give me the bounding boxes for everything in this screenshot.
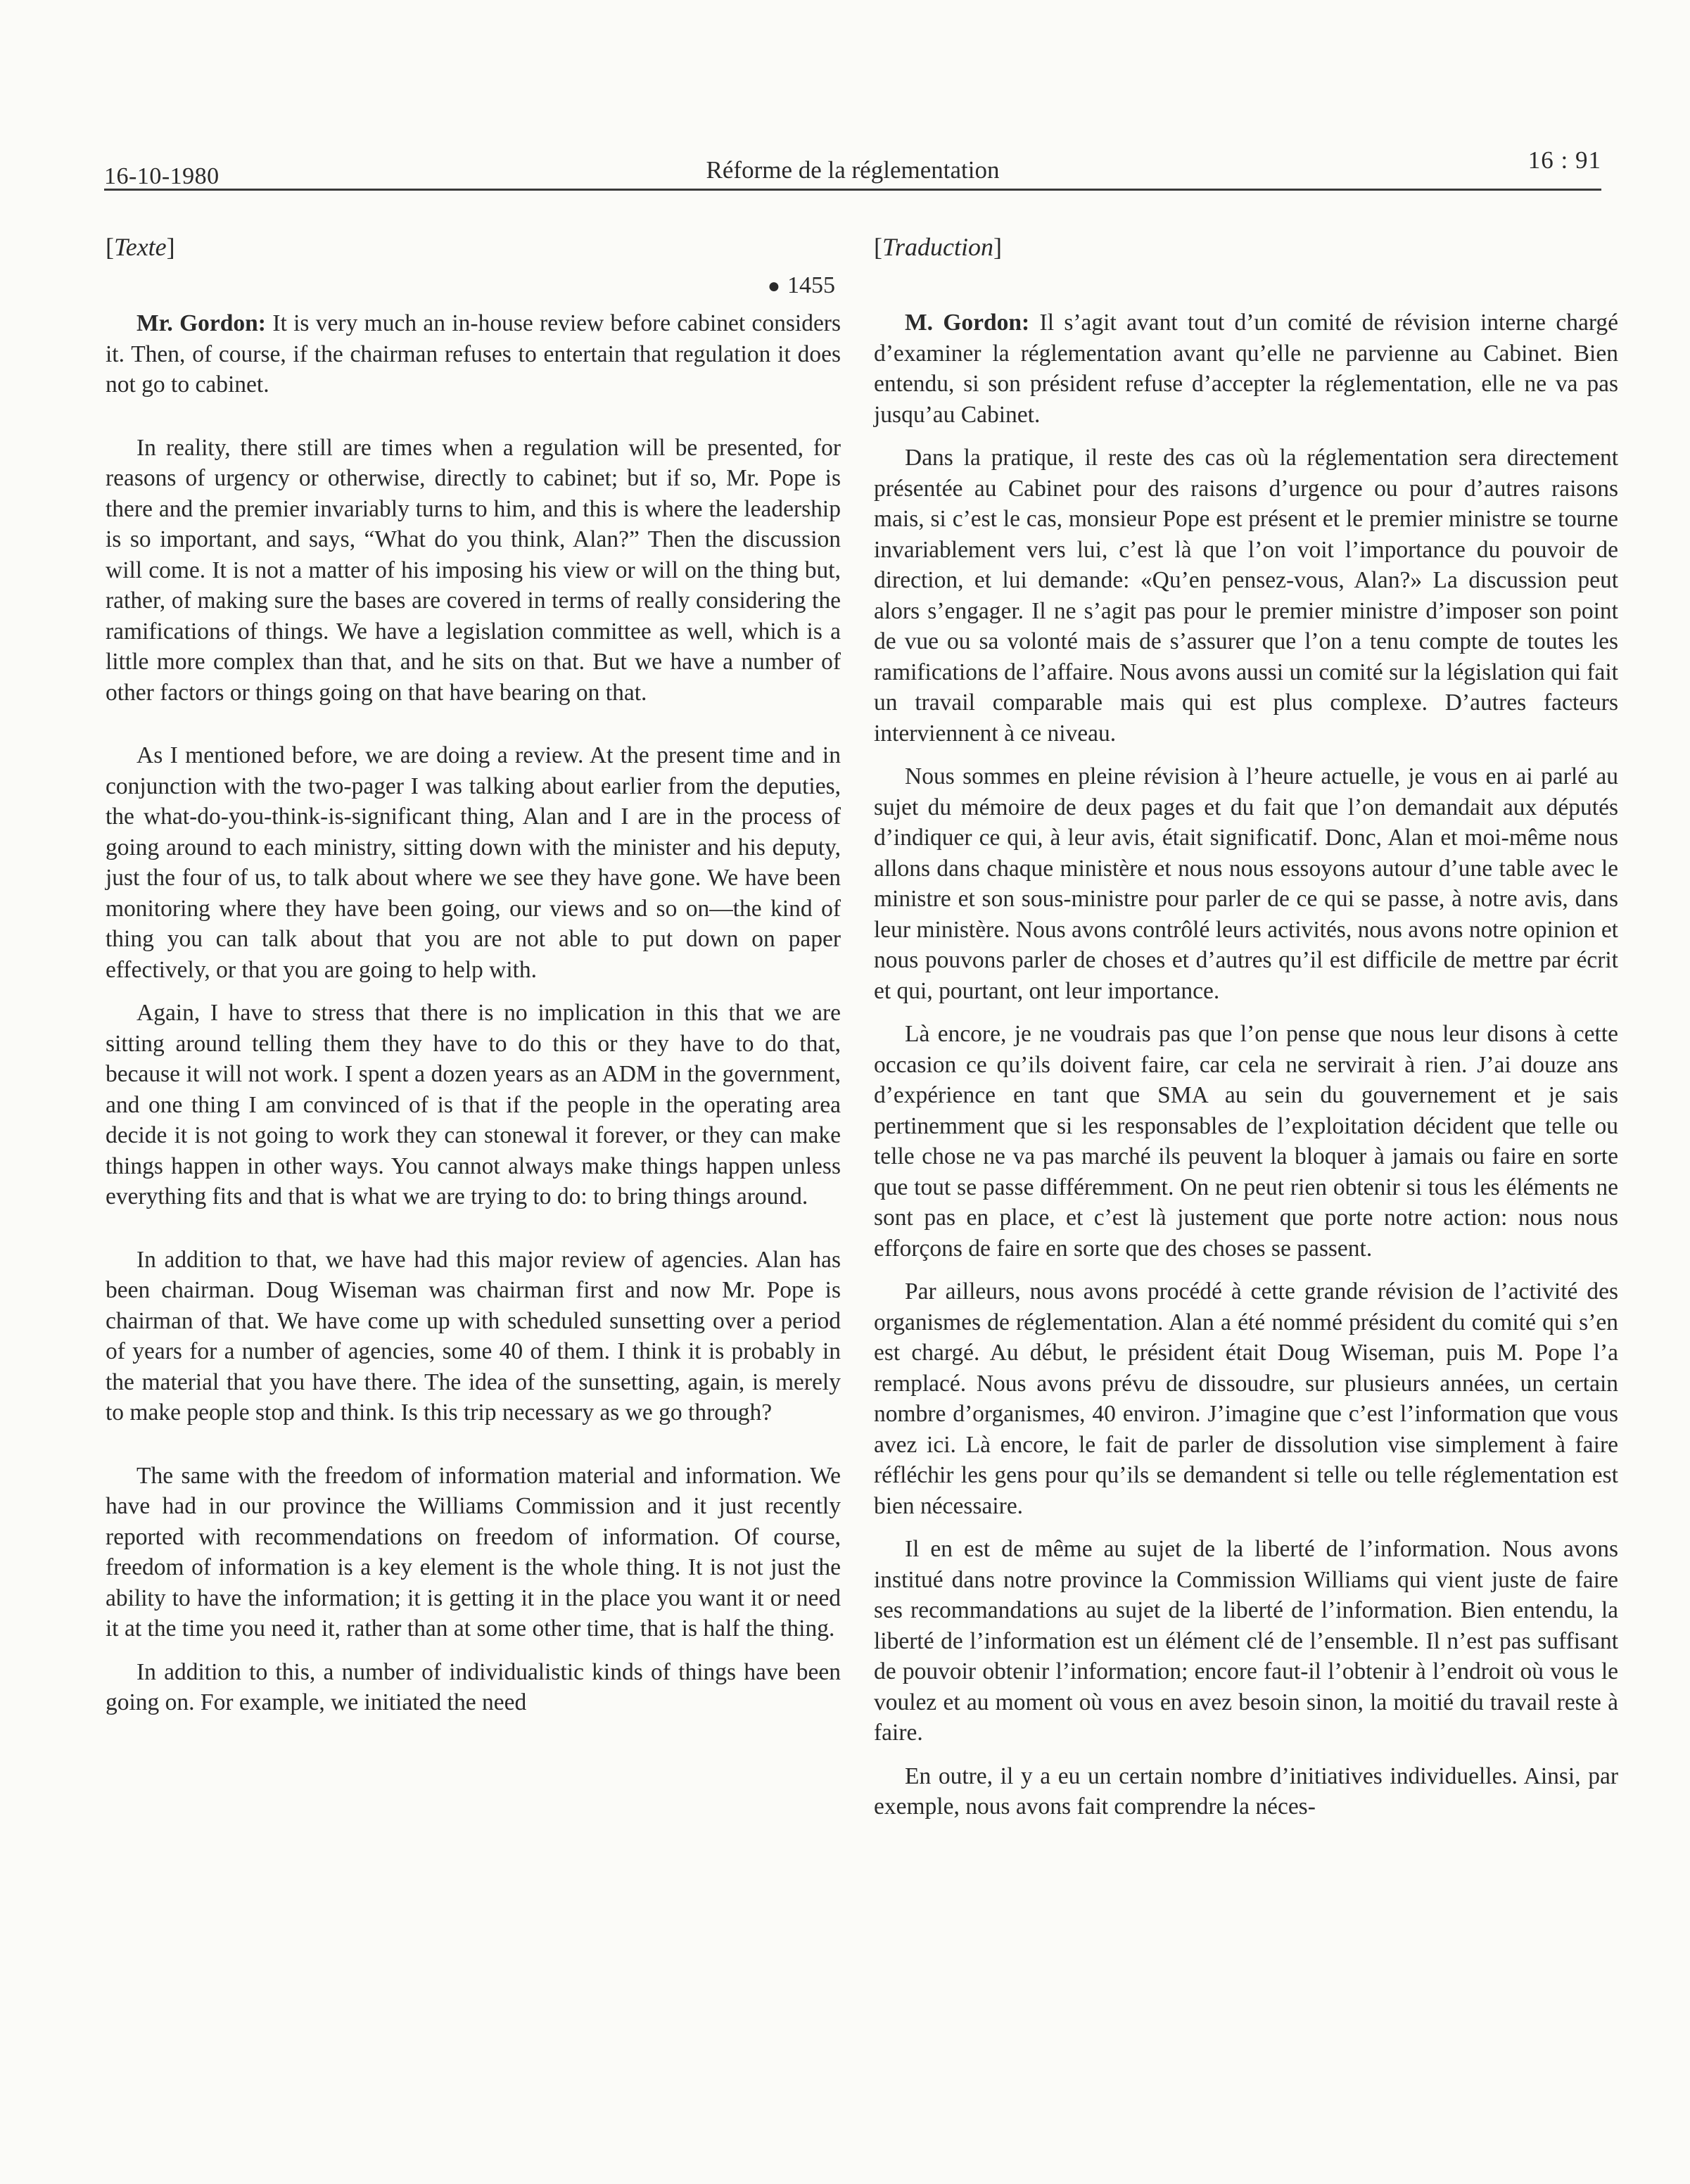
speaker-name: M. Gordon: — [905, 310, 1030, 336]
paragraph: The same with the freedom of information material and information. We have had in our province the Williams Commission and it just recently reported with recommendations on freedom of information. Of course, freedom of information is a key element is the whole thing. It is not just the ability to have the information; it is getting it in the place you want it or need it at the time you need it, rather than at some other time, that is half the thing. — [106, 1462, 841, 1642]
bullet-icon: ● — [767, 274, 780, 298]
paragraph: Again, I have to stress that there is no implication in this that we are sitting around telling them they have to do this or they have to do that, because it will not work. I spent a dozen years as an ADM in the government, and one thing I am convinced of is that if the people in the operating area decide it is not going to work they can stonewal it forever, or they can make things happen in other ways. You cannot always make things happen unless everything fits and that is what we are trying to do: to bring things around. — [106, 1000, 841, 1210]
time-spacer — [874, 270, 1618, 301]
paragraph — [106, 308, 841, 400]
paragraph: Là encore, je ne voudrais pas que l’on pense que nous leur disons à cette occasion ce qu’ils doivent faire, car cela ne servirait à rien. J’ai douze ans d’expérience en tant que SMA au sein du gouvernement et je sais pertinemment que si les responsables de l’exploitation décident que telle ou telle chose ne va pas marché ils peuvent la bloquer à jamais ou faire en sorte que tout se passe différemment. On ne peut rien obtenir si tous les éléments ne sont pas en place, et c’est là justement que porte notre action: nous nous efforçons de faire en sorte que des choses se passent. — [874, 1021, 1618, 1262]
speaker-name: Mr. Gordon: — [136, 310, 266, 336]
english-column — [106, 232, 841, 1718]
paragraph: Dans la pratique, il reste des cas où la réglementation sera directement présentée au Cabinet pour des raisons d’urgence ou pour d’autres raisons mais, si c’est le cas, monsieur Pope est présent et le premier ministre se tourne invariablement vers lui, c’est là que l’on voit l’importance du pouvoir de direction, et lui demande: «Qu’en pensez-vous, Alan?» La discussion peut alors s’engager. Il ne s’agit pas pour le premier ministre d’imposer son point de vue ou sa volonté mais de s’assurer que l’on a tenu compte de toutes les ramifications de l’affaire. Nous avons aussi un comité sur la législation qui fait un travail comparable mais qui est plus complexe. D’autres facteurs interviennent à ce niveau. — [874, 445, 1618, 747]
paragraph-text: It is very much an in-house review before cabinet considers it. Then, of course, if the chairman refuses to entertain that regulation it does not go to cabinet. — [106, 310, 841, 398]
paragraph: En outre, il y a eu un certain nombre d’initiatives individuelles. Ainsi, par exemple, nous avons fait comprendre la néces- — [874, 1763, 1618, 1820]
text-tag: [Texte] — [106, 233, 175, 261]
running-header — [104, 146, 1601, 191]
paragraph — [874, 307, 1618, 430]
text-tag-label: Texte — [114, 233, 167, 261]
paragraph: Par ailleurs, nous avons procédé à cette grande révision de l’activité des organismes de réglementation. Alan a été nommé président du comité qui s’en est chargé. Au début, le président était Doug Wiseman, puis M. Pope l’a remplacé. Nous avons prévu de dissoudre, sur plusieurs années, un certain nombre d’organismes, 40 environ. J’imagine que c’est l’information que vous avez ici. Là encore, le fait de parler de dissolution vise simplement à faire réfléchir les gens pour qu’ils se demandent si telle ou telle réglementation est bien nécessaire. — [874, 1278, 1618, 1519]
paragraph: In reality, there still are times when a regulation will be presented, for reasons of urgency or otherwise, directly to cabinet; but if so, Mr. Pope is there and the premier invariably turns to him, and this is where the leadership is so important, and says, “What do you think, Alan?” Then the discussion will come. It is not a matter of his imposing his view or will on the thing but, rather, of making sure the bases are covered in terms of really considering the ramifications of things. We have a legislation committee as well, which is a little more complex than that, and he sits on that. But we have a number of other factors or things going on that have bearing on that. — [106, 434, 841, 706]
translation-tag: [Traduction] — [874, 233, 1003, 261]
time-stamp: 1455 — [787, 272, 835, 298]
header-date: 16-10-1980 — [104, 163, 220, 189]
paragraph: In addition to that, we have had this major review of agencies. Alan has been chairman. Doug Wiseman was chairman first and now Mr. Pope is chairman of that. We have come up with scheduled sunsetting over a period of years for a number of agencies, some 40 of them. I think it is probably in the material that you have there. The idea of the sunsetting, again, is merely to make people stop and think. Is this trip necessary as we go through? — [106, 1246, 841, 1426]
french-column — [874, 232, 1618, 1822]
paragraph-text: Il s’agit avant tout d’un comité de révision interne chargé d’examiner la réglementation avant qu’elle ne parvienne au Cabinet. Bien entendu, si son président refuse d’accepter la réglementation, elle ne va pas jusqu’au Cabinet. — [874, 310, 1619, 428]
header-title: Réforme de la réglementation — [706, 156, 1000, 184]
translation-tag-label: Traduction — [882, 233, 994, 261]
paragraph: In addition to this, a number of individualistic kinds of things have been going on. For example, we initiated the need — [106, 1658, 841, 1715]
paragraph: As I mentioned before, we are doing a review. At the present time and in conjunction with the two-pager I was talking about earlier from the deputies, the what-do-you-think-is-significant thing, Alan and I are in the process of going around to each ministry, sitting down with the minister and his deputy, just the four of us, to talk about where we see they have gone. We have been monitoring where they have been going, our views and so on—the kind of thing you can talk about that you are not able to put down on paper effectively, or that you are going to help with. — [106, 742, 841, 983]
paragraph: Il en est de même au sujet de la liberté de l’information. Nous avons institué dans notre province la Commission Williams qui vient juste de faire ses recommandations au sujet de la liberté de l’information. Bien entendu, la liberté de l’information est un élément clé de l’ensemble. Il n’est pas suffisant de pouvoir obtenir l’information; encore faut-il l’obtenir à l’endroit où vous le voulez et au moment où vous en avez besoin sinon, la moitié du travail reste à faire. — [874, 1536, 1618, 1746]
header-page-number: 16 : 91 — [1527, 146, 1601, 174]
paragraph: Nous sommes en pleine révision à l’heure actuelle, je vous en ai parlé au sujet du mémoire de deux pages et du fait que l’on demandait aux députés d’indiquer ce qui, à leur avis, était significatif. Donc, Alan et moi-même nous allons dans chaque ministère et nous nous essoyons autour d’une table avec le ministre et son sous-ministre pour parler de ce qui se passe, à notre avis, dans leur ministère. Nous avons contrôlé leurs activités, nous avons notre opinion et nous pouvons parler de choses et d’autres qu’il est difficile de mettre par écrit et qui, pourtant, ont leur importance. — [874, 763, 1618, 1004]
time-marker — [106, 270, 841, 302]
